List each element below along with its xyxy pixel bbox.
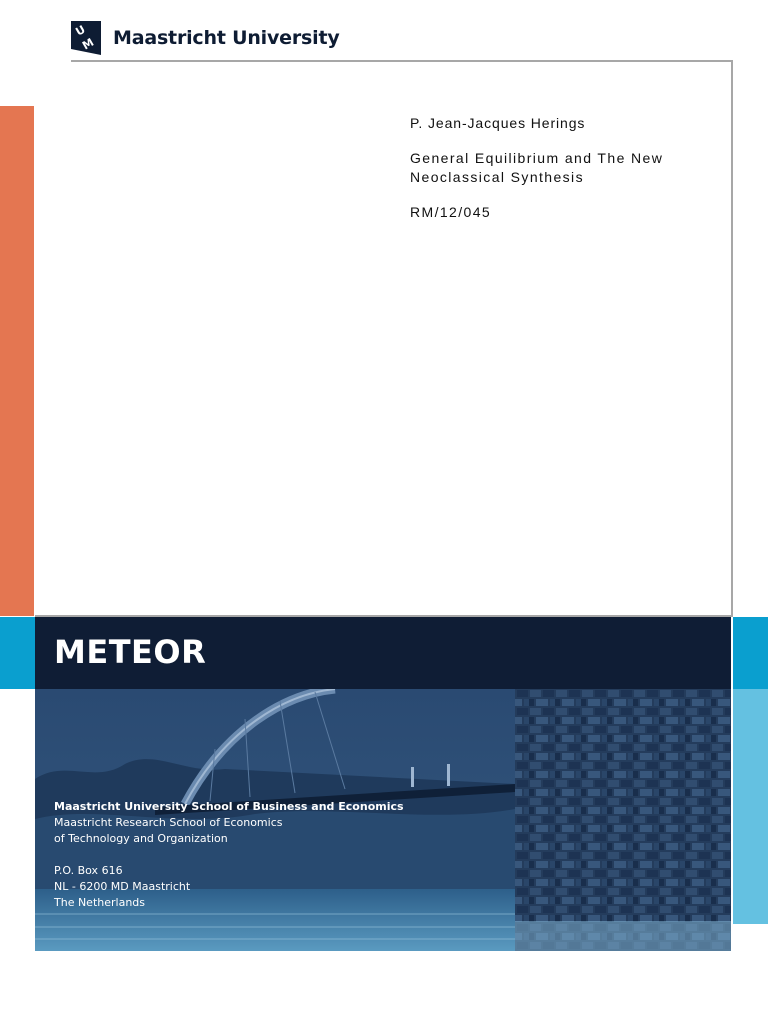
address-spacer: [54, 847, 404, 863]
country: The Netherlands: [54, 896, 146, 909]
research-school-line-2: of Technology and Organization: [54, 832, 228, 845]
report-number: RM/12/045: [410, 204, 492, 220]
svg-text:U: U: [73, 22, 88, 39]
address-block: [54, 799, 404, 911]
university-name: Maastricht University: [113, 27, 340, 49]
title-line-2: Neoclassical Synthesis: [410, 169, 584, 185]
cyan-band-left: [0, 617, 35, 689]
svg-text:M: M: [80, 35, 97, 53]
university-logo: [71, 21, 340, 55]
bridge-photo: [35, 689, 731, 951]
research-school-line-1: Maastricht Research School of Economics: [54, 816, 283, 829]
um-logo-icon: [71, 21, 101, 55]
school-name: Maastricht University School of Business and Economics: [54, 800, 404, 813]
light-cyan-band-right: [733, 689, 768, 924]
po-box: P.O. Box 616: [54, 864, 123, 877]
right-divider: [731, 60, 733, 617]
author-name: P. Jean-Jacques Herings: [410, 115, 586, 131]
postal-code: NL - 6200 MD Maastricht: [54, 880, 191, 893]
title-block: [410, 114, 725, 238]
cyan-band-right: [733, 617, 768, 689]
title-line-1: General Equilibrium and The New: [410, 150, 664, 166]
orange-side-bar: [0, 106, 34, 616]
document-title: [410, 149, 725, 187]
meteor-title: METEOR: [54, 633, 207, 671]
top-divider: [71, 60, 733, 62]
meteor-band: [35, 617, 731, 689]
